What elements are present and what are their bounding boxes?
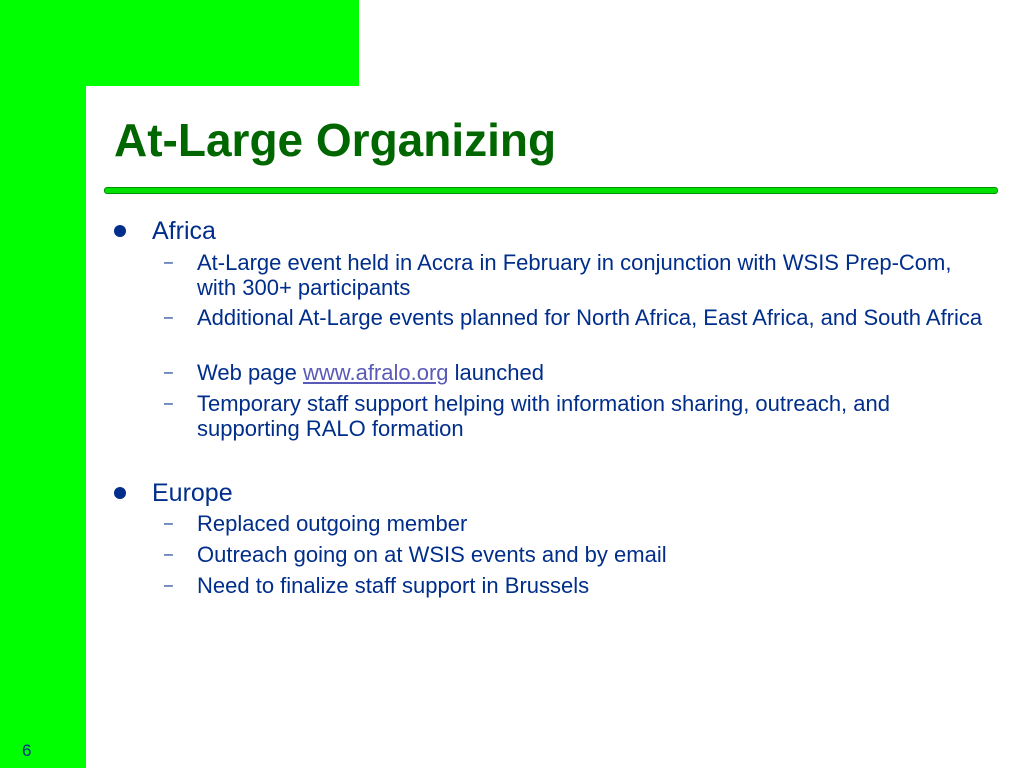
list-item-prefix: Web page [197,360,304,385]
list-item: At-Large event held in Accra in February in conjunction with WSIS Prep-Com, with 300+ participants [197,250,952,300]
bullet-icon [114,487,126,499]
list-item-suffix: launched [448,360,544,385]
list-item: Need to finalize staff support in Brussels [197,573,590,598]
dash-icon: – [164,546,173,563]
afralo-link[interactable]: www.afralo.org [303,360,449,385]
list-item: Temporary staff support helping with information sharing, outreach, and supporting RALO formation [197,391,890,441]
section-heading-europe: Europe [152,479,233,507]
list-item: Outreach going on at WSIS events and by email [197,542,667,567]
dash-icon: – [164,395,173,412]
dash-icon: – [164,515,173,532]
list-item [197,360,987,385]
slide-title: At-Large Organizing [114,114,557,166]
dash-icon: – [164,254,173,271]
list-item: Replaced outgoing member [197,511,468,536]
page-number: 6 [22,741,32,760]
dash-icon: – [164,364,173,381]
bullet-icon [114,225,126,237]
dash-icon: – [164,577,173,594]
section-heading-africa: Africa [152,217,216,245]
dash-icon: – [164,309,173,326]
list-item: Additional At-Large events planned for North Africa, East Africa, and South Africa [197,305,983,330]
